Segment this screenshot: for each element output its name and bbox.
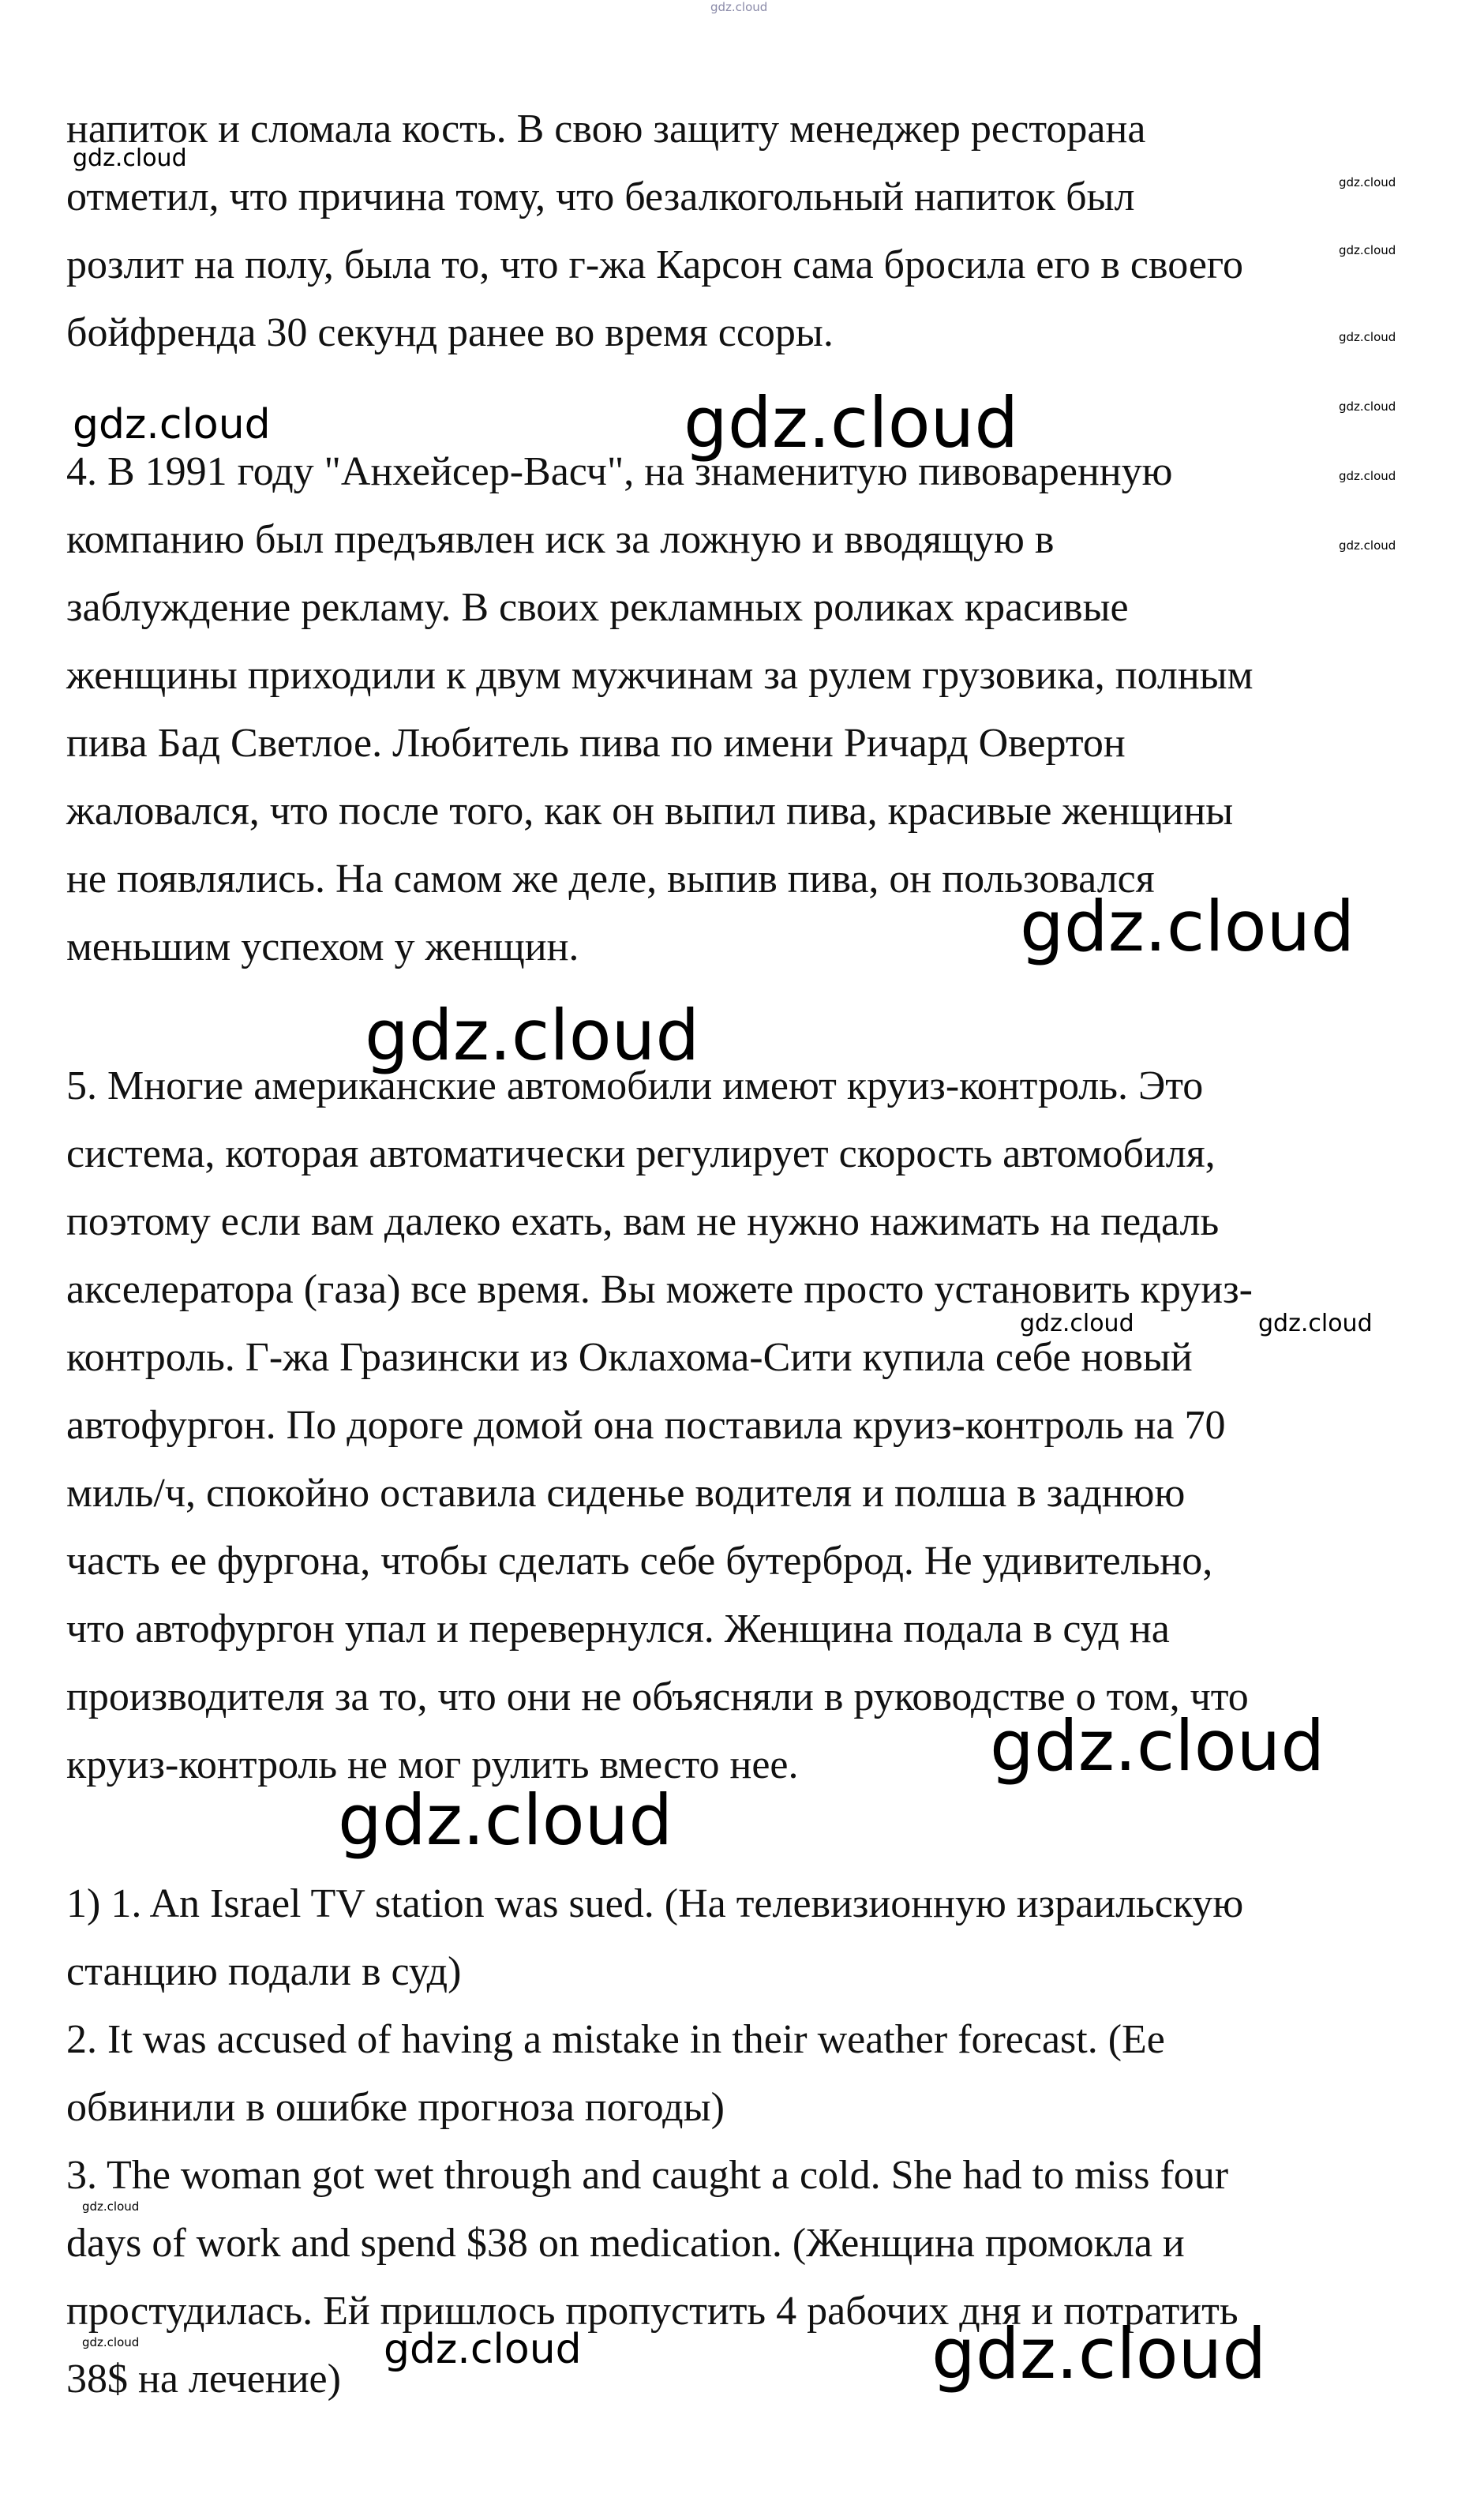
text-line: станцию подали в суд) (66, 1949, 462, 1994)
text-line: простудилась. Ей пришлось пропустить 4 рабочих дня и потратить (66, 2289, 1239, 2334)
watermark: gdz.cloud (1339, 330, 1396, 344)
watermark: gdz.cloud (1339, 399, 1396, 414)
watermark: gdz.cloud (1339, 175, 1396, 189)
text-line: жаловался, что после того, как он выпил пива, красивые женщины (66, 789, 1234, 834)
text-line: 2. It was accused of having a mistake in their weather forecast. (Ее (66, 2017, 1165, 2062)
text-line: поэтому если вам далеко ехать, вам не нужно нажимать на педаль (66, 1199, 1220, 1244)
text-line: меньшим успехом у женщин. (66, 924, 579, 969)
text-line: контроль. Г-жа Гразински из Оклахома-Сити купила себе новый (66, 1335, 1193, 1380)
text-line: days of work and spend $38 on medication. (Женщина промокла и (66, 2221, 1185, 2266)
text-line: отметил, что причина тому, что безалкогольный напиток был (66, 174, 1135, 219)
text-line: компанию был предъявлен иск за ложную и вводящую в (66, 517, 1055, 562)
text-line: напиток и сломала кость. В свою защиту менеджер ресторана (66, 107, 1146, 152)
watermark: gdz.cloud (710, 0, 768, 14)
text-line: система, которая автоматически регулирует скорость автомобиля, (66, 1131, 1216, 1176)
watermark: gdz.cloud (684, 382, 1019, 463)
text-line: часть ее фургона, чтобы сделать себе бутерброд. Не удивительно, (66, 1539, 1213, 1584)
watermark: gdz.cloud (73, 401, 271, 448)
text-line: женщины приходили к двум мужчинам за рулем грузовика, полным (66, 653, 1254, 698)
watermark: gdz.cloud (1339, 243, 1396, 257)
text-line: производителя за то, что они не объясняли в руководстве о том, что (66, 1674, 1249, 1719)
text-line: не появлялись. На самом же деле, выпив пива, он пользовался (66, 857, 1155, 902)
text-line: миль/ч, спокойно оставила сиденье водителя и полша в заднюю (66, 1471, 1186, 1516)
text-line: что автофургон упал и перевернулся. Женщина подала в суд на (66, 1607, 1170, 1652)
text-line: 4. В 1991 году "Анхейсер-Васч", на знаменитую пивоваренную (66, 449, 1173, 494)
watermark: gdz.cloud (990, 1705, 1325, 1787)
text-line: 38$ на лечение) (66, 2357, 341, 2402)
watermark: gdz.cloud (73, 144, 187, 172)
text-line: розлит на полу, была то, что г-жа Карсон сама бросила его в своего (66, 242, 1243, 287)
watermark: gdz.cloud (1258, 1310, 1373, 1337)
text-line: пива Бад Светлое. Любитель пива по имени Ричард Овертон (66, 721, 1126, 766)
text-line: 5. Многие американские автомобили имеют круиз-контроль. Это (66, 1063, 1204, 1108)
watermark: gdz.cloud (1339, 538, 1396, 553)
watermark: gdz.cloud (365, 995, 700, 1076)
watermark: gdz.cloud (1020, 886, 1355, 967)
text-line: бойфренда 30 секунд ранее во время ссоры. (66, 310, 834, 355)
watermark: gdz.cloud (931, 2313, 1267, 2394)
text-line: заблуждение рекламу. В своих рекламных роликах красивые (66, 585, 1129, 630)
watermark: gdz.cloud (384, 2326, 582, 2373)
watermark: gdz.cloud (338, 1779, 673, 1861)
text-line: 1) 1. An Israel TV station was sued. (На телевизионную израильскую (66, 1881, 1244, 1926)
text-line: 3. The woman got wet through and caught a cold. She had to miss four (66, 2153, 1229, 2198)
watermark: gdz.cloud (82, 2335, 140, 2349)
watermark: gdz.cloud (1339, 469, 1396, 483)
watermark: gdz.cloud (82, 2199, 140, 2214)
text-line: обвинили в ошибке прогноза погоды) (66, 2085, 725, 2130)
watermark: gdz.cloud (1020, 1310, 1134, 1337)
text-line: акселератора (газа) все время. Вы можете просто установить круиз- (66, 1267, 1253, 1312)
text-line: автофургон. По дороге домой она поставила круиз-контроль на 70 (66, 1403, 1226, 1448)
text-line: круиз-контроль не мог рулить вместо нее. (66, 1742, 799, 1787)
